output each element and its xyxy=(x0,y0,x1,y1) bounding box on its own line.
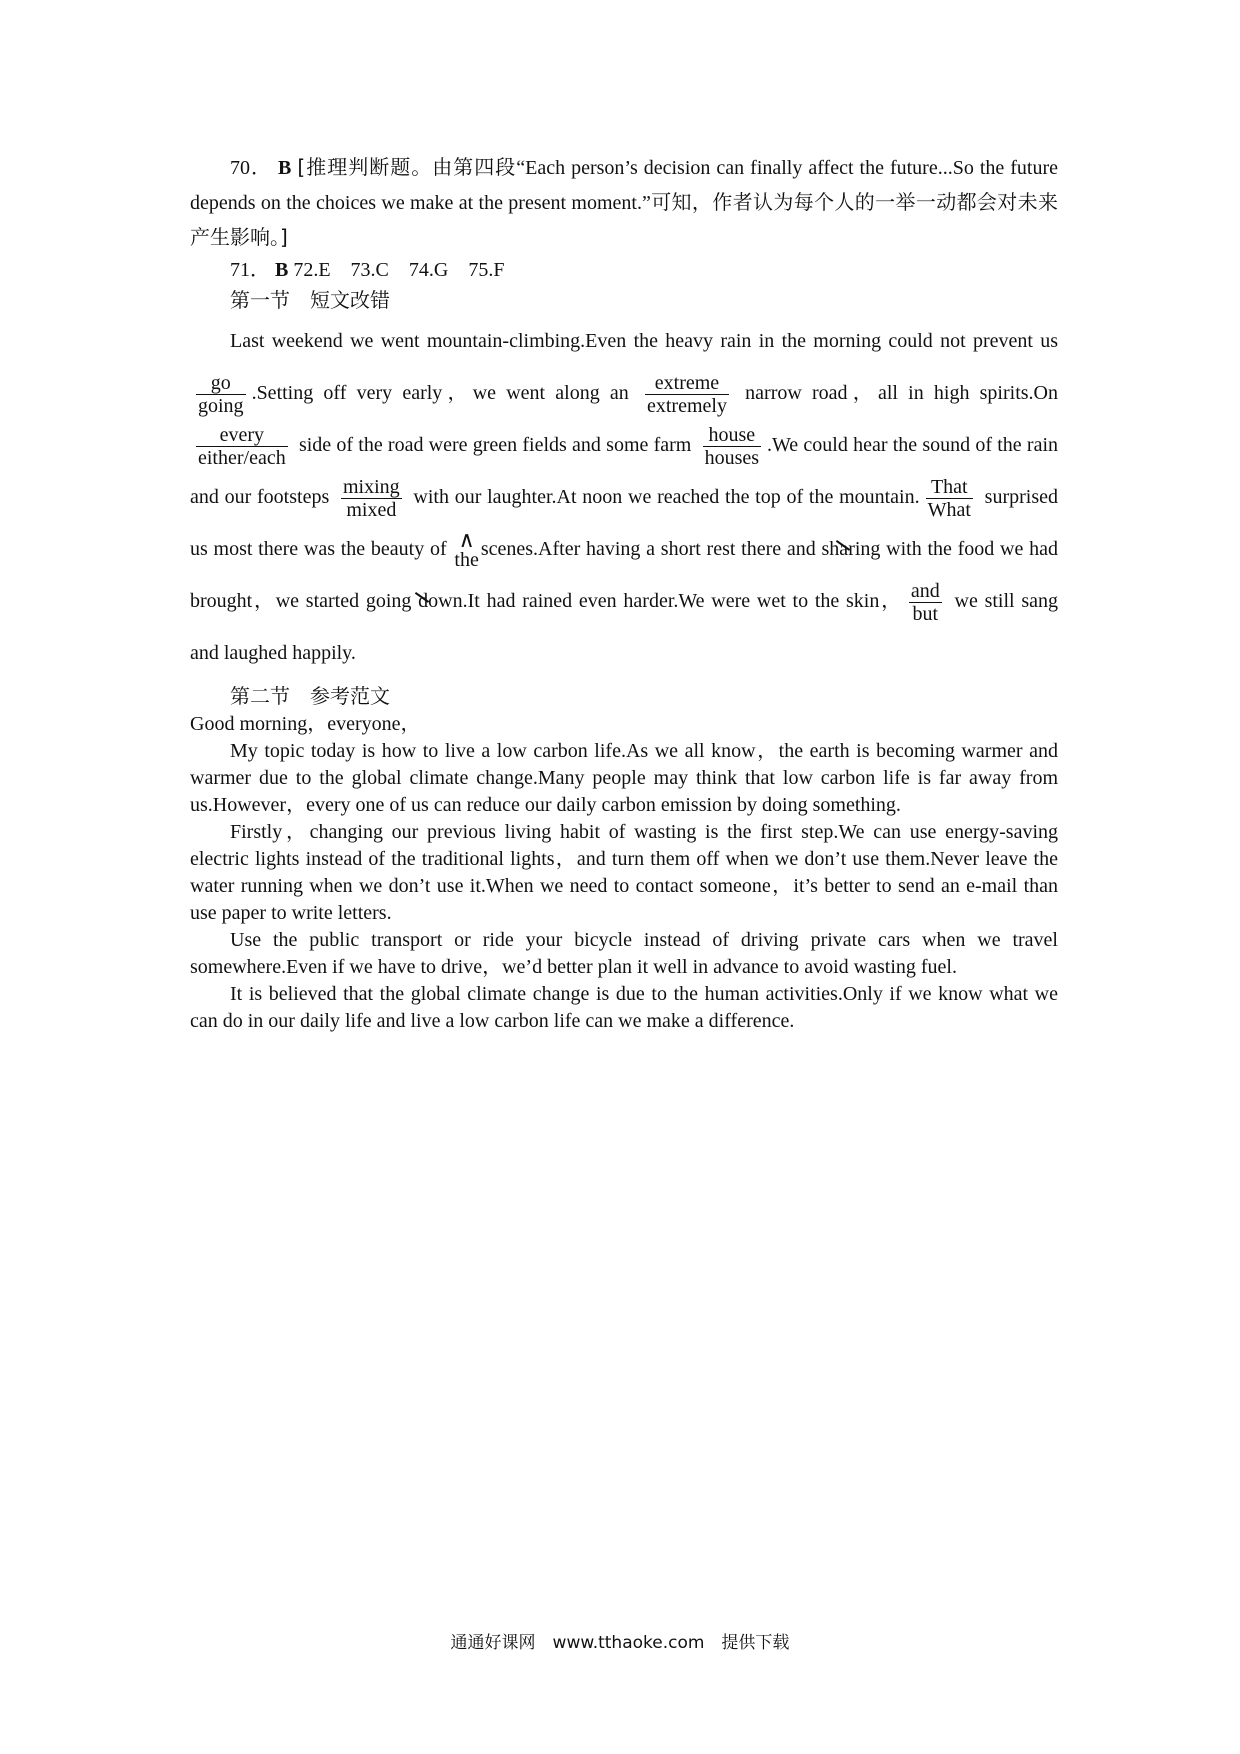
passage-text: surprised us most there was the beauty of xyxy=(190,486,1059,560)
corrected-word: houses xyxy=(704,446,760,469)
passage-text: .We could hear the sound of the rain and our footsteps xyxy=(190,434,1058,508)
error-correction-passage xyxy=(190,315,1058,679)
original-word: mixing xyxy=(343,475,400,498)
answer-letter: B xyxy=(275,259,289,281)
correction-4 xyxy=(703,424,761,469)
original-word: extreme xyxy=(645,372,729,395)
original-word: That xyxy=(926,476,973,499)
deletion-mark: a xyxy=(839,538,849,560)
caret-icon: ∧ xyxy=(458,527,475,553)
inserted-word: the xyxy=(454,549,479,572)
correction-6 xyxy=(926,476,973,521)
section2-title: 第二节 参考范文 xyxy=(230,684,390,708)
original-word: and xyxy=(910,579,940,602)
page-content xyxy=(190,150,1058,1035)
passage-text: side of the road were green fields and some farm xyxy=(293,434,697,456)
corrected-word: mixed xyxy=(346,498,397,521)
corrected-word: either/each xyxy=(198,446,286,469)
explanation-text: [推理判断题。由第四段 xyxy=(297,155,517,179)
corrected-word: but xyxy=(912,602,939,625)
passage-text: .Setting off very early，we went along an xyxy=(251,382,639,404)
essay-paragraph-1: My topic today is how to live a low carbon life.As we all know，the earth is becoming warmer and warmer due to the global climate change.Many people may think that low carbon life is far away from us.However，every one of us can reduce our daily carbon emission by doing something. xyxy=(190,740,1058,816)
insertion-mark xyxy=(454,527,479,572)
explanation-text: 可知，作者认为每个人的一举一动都会对未来产生影响。] xyxy=(190,190,1058,249)
deletion-mark: d xyxy=(418,590,429,612)
original-word: house xyxy=(703,424,761,447)
correction-3 xyxy=(196,424,288,469)
passage-text: scenes.After having a short rest there and sh xyxy=(480,538,840,560)
correction-2 xyxy=(645,372,729,417)
quoted-text: “Each person’s decision can finally affect the future...So the future depends on the choices we make at the present moment.” xyxy=(190,157,1059,214)
section1-title: 第一节 短文改错 xyxy=(230,288,390,312)
essay-paragraph-4: It is believed that the global climate change is due to the human activities.Only if we know what we can do in our daily life and live a low carbon life can we make a difference. xyxy=(190,983,1058,1032)
passage-text: Last weekend we went mountain-climbing.Even the heavy rain in the morning could not prevent us xyxy=(230,330,1058,352)
passage-text: narrow road，all in high spirits.On xyxy=(734,382,1058,404)
essay-paragraph-3: Use the public transport or ride your bicycle instead of driving private cars when we travel somewhere.Even if we have to drive，we’d better plan it well in advance to avoid wasting fuel. xyxy=(190,929,1058,978)
correction-8 xyxy=(909,580,942,625)
answer-letter: B xyxy=(278,157,292,179)
passage-text: own.It had rained even harder.We were wet to the skin， xyxy=(428,590,903,612)
correction-5 xyxy=(341,476,402,521)
corrected-word: extremely xyxy=(647,394,727,417)
passage-text: with our laughter.At noon we reached the top of the mountain. xyxy=(407,486,920,508)
model-essay xyxy=(190,711,1058,1035)
passage-text: ring with the food we had brought，we started going xyxy=(190,538,1058,612)
essay-greeting: Good morning，everyone， xyxy=(190,713,421,735)
original-word: go xyxy=(196,372,246,395)
answer-70 xyxy=(190,150,1058,255)
question-number: 70． xyxy=(230,157,273,179)
original-word: every xyxy=(196,424,288,447)
page-footer: 通通好课网 www.tthaoke.com 提供下载 xyxy=(450,1633,790,1653)
passage-text: we still sang and laughed happily. xyxy=(190,590,1058,664)
passage-paragraph xyxy=(190,315,1058,679)
correction-1 xyxy=(196,372,246,417)
answer-list: 72.E 73.C 74.G 75.F xyxy=(293,259,505,281)
question-number: 71． xyxy=(230,259,270,281)
answers-71-75 xyxy=(190,255,1058,285)
essay-paragraph-2: Firstly，changing our previous living habit of wasting is the first step.We can use energy-saving electric lights instead of the traditional lights，and turn them off when we don’t use them.Never leave the water running when we don’t use it.When we need to contact someone，it’s better to send an e-mail than use paper to write letters. xyxy=(190,821,1058,924)
corrected-word: going xyxy=(198,394,244,417)
corrected-word: What xyxy=(927,498,971,521)
